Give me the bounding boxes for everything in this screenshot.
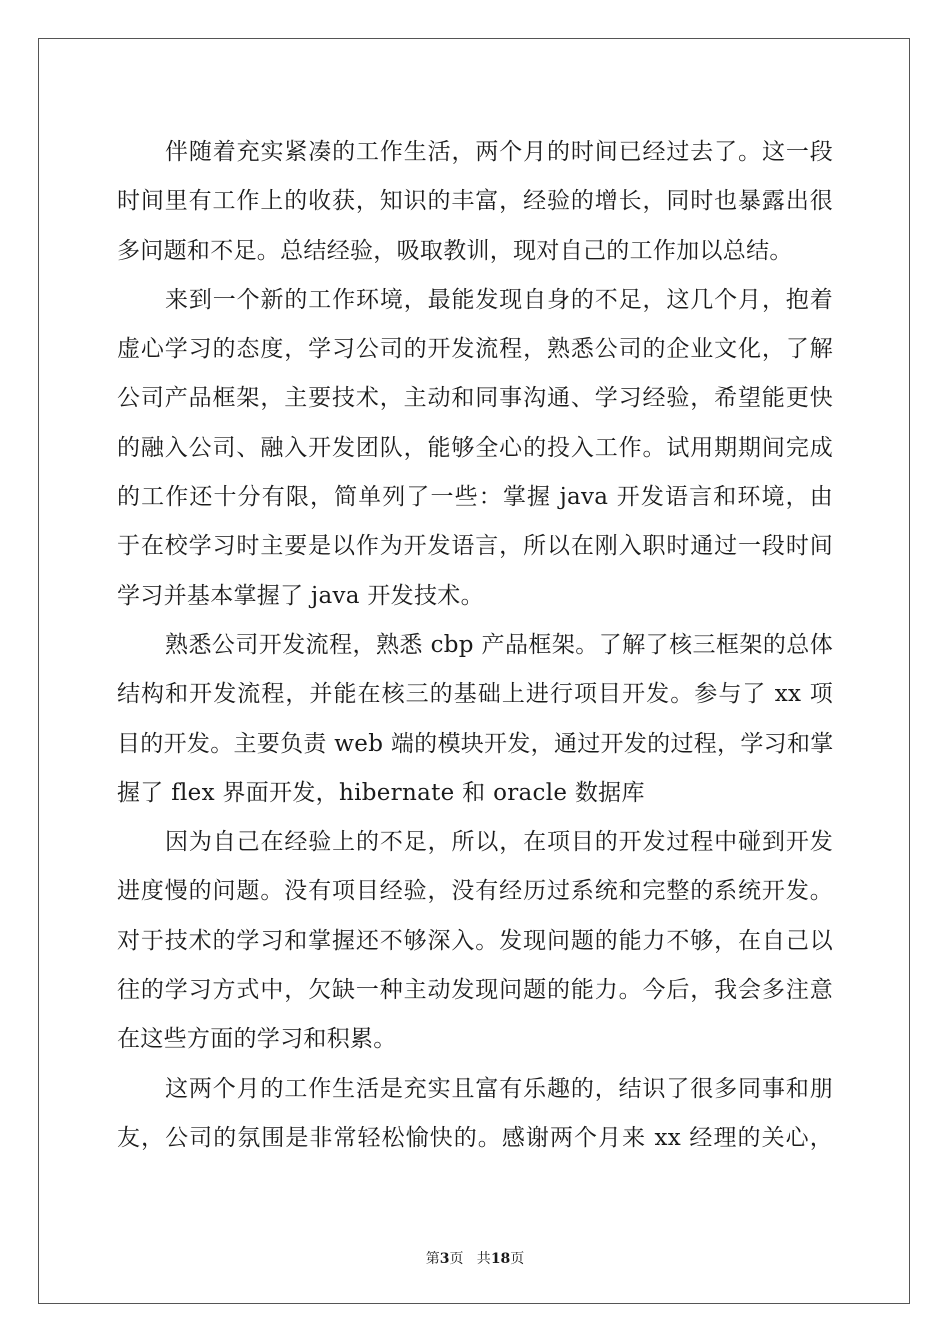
paragraph-2-line-7: 学习并基本掌握了 java 开发技术。 xyxy=(117,582,484,609)
paragraph-1-line-3: 多问题和不足。总结经验，吸取教训，现对自己的工作加以总结。 xyxy=(117,237,793,264)
footer-current-page: 3 xyxy=(439,1251,450,1267)
paragraph-2-line-5: 的工作还十分有限，简单列了一些：掌握 java 开发语言和环境，由 xyxy=(117,484,833,511)
paragraph-4-line-2: 进度慢的问题。没有项目经验，没有经历过系统和完整的系统开发。 xyxy=(117,878,833,905)
paragraph-4-line-5: 在这些方面的学习和积累。 xyxy=(117,1026,397,1053)
page-footer xyxy=(0,1248,950,1268)
paragraph-3-line-2: 结构和开发流程，并能在核三的基础上进行项目开发。参与了 xx 项 xyxy=(117,681,833,708)
paragraph-2-line-6: 于在校学习时主要是以作为开发语言，所以在刚入职时通过一段时间 xyxy=(117,533,833,560)
paragraph-4-line-4: 往的学习方式中，欠缺一种主动发现问题的能力。今后，我会多注意 xyxy=(117,977,833,1004)
paragraph-2-line-1: 来到一个新的工作环境，最能发现自身的不足，这几个月，抱着 xyxy=(165,286,833,313)
paragraph-4-line-1: 因为自己在经验上的不足，所以，在项目的开发过程中碰到开发 xyxy=(165,829,833,856)
footer-prefix: 第 xyxy=(425,1251,440,1267)
paragraph-3-line-3: 目的开发。主要负责 web 端的模块开发，通过开发的过程，学习和掌 xyxy=(117,730,834,757)
footer-suffix: 页 xyxy=(510,1251,525,1267)
document-body xyxy=(117,128,833,1163)
paragraph-2-line-4: 的融入公司、融入开发团队，能够全心的投入工作。试用期期间完成 xyxy=(117,434,833,461)
paragraph-3-line-1: 熟悉公司开发流程，熟悉 cbp 产品框架。了解了核三框架的总体 xyxy=(165,631,833,658)
paragraph-3-line-4: 握了 flex 界面开发，hibernate 和 oracle 数据库 xyxy=(117,779,645,806)
footer-middle: 页 共 xyxy=(449,1251,491,1267)
paragraph-4-line-3: 对于技术的学习和掌握还不够深入。发现问题的能力不够，在自己以 xyxy=(117,927,833,954)
footer-total-pages: 18 xyxy=(490,1251,511,1267)
paragraph-2-line-3: 公司产品框架，主要技术，主动和同事沟通、学习经验，希望能更快 xyxy=(117,385,833,412)
paragraph-1-line-2: 时间里有工作上的收获，知识的丰富，经验的增长，同时也暴露出很 xyxy=(117,188,833,215)
paragraph-5-line-2: 友，公司的氛围是非常轻松愉快的。感谢两个月来 xx 经理的关心， xyxy=(117,1124,833,1151)
paragraph-5-line-1: 这两个月的工作生活是充实且富有乐趣的，结识了很多同事和朋 xyxy=(165,1075,833,1102)
paragraph-2-line-2: 虚心学习的态度，学习公司的开发流程，熟悉公司的企业文化，了解 xyxy=(117,336,833,363)
paragraph-1-line-1: 伴随着充实紧凑的工作生活，两个月的时间已经过去了。这一段 xyxy=(165,139,833,165)
